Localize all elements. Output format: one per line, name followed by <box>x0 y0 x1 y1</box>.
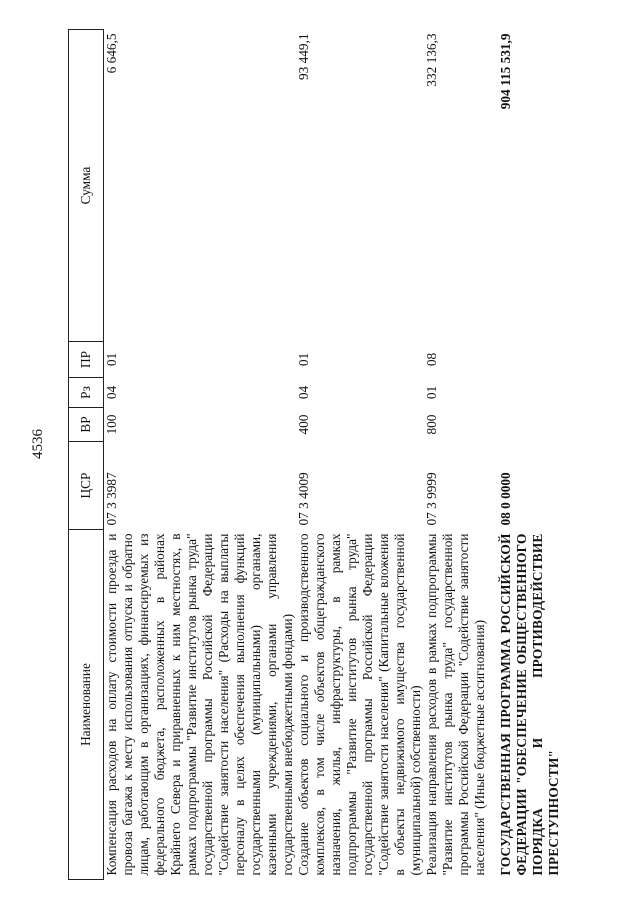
table-row <box>104 30 297 880</box>
program-row <box>488 30 562 880</box>
table-row <box>424 30 488 880</box>
document-sheet <box>68 30 638 880</box>
row-sum: 93 449,1 <box>296 33 311 81</box>
row-csr: 07 3 4009 <box>296 472 311 526</box>
row-name: Реализация направления расходов в рамках подпрограммы "Развитие институтов рынка труда" государственной программы Российской Федерации "Содействие занятости населения" (Иные бюджетные ассигнования) <box>424 533 487 876</box>
header-vr: ВР <box>69 408 104 442</box>
row-vr: 100 <box>104 414 119 435</box>
row-csr: 07 3 3987 <box>104 472 119 526</box>
page-number: 4536 <box>30 429 46 459</box>
header-name: Наименование <box>69 530 104 880</box>
row-rz: 01 <box>424 385 439 400</box>
row-rz: 04 <box>104 385 119 400</box>
table-row <box>296 30 424 880</box>
budget-table <box>68 29 562 880</box>
header-sum: Сумма <box>69 30 104 342</box>
header-rz: Рз <box>69 378 104 408</box>
row-csr: 07 3 9999 <box>424 472 439 526</box>
row-sum: 6 646,5 <box>104 33 119 74</box>
row-vr: 800 <box>424 414 439 435</box>
row-pr: 08 <box>424 352 439 367</box>
program-pr <box>488 342 562 378</box>
header-pr: ПР <box>69 342 104 378</box>
program-sum: 904 115 531,9 <box>498 33 513 110</box>
program-name: ГОСУДАРСТВЕННАЯ ПРОГРАММА РОССИЙСКОЙ ФЕДЕРАЦИИ "ОБЕСПЕЧЕНИЕ ОБЩЕСТВЕННОГО ПОРЯДКА И ПРОТИВОДЕЙСТВИЕ ПРЕСТУПНОСТИ" <box>498 533 561 876</box>
header-csr: ЦСР <box>69 442 104 530</box>
table-header-row <box>69 30 104 880</box>
row-name: Компенсация расходов на оплату стоимости проезда и провоза багажа к месту использования отпуска и обратно лицам, работающим в организациях, финансируемых из федерального бюджета, расположенных в районах Крайнего Севера и приравненных к ним местностях, в рамках подпрограммы "Развитие институтов рынка труда" государственной программы Российской Федерации "Содействие занятости населения" (Расходы на выплаты персоналу в целях обеспечения выполнения функций государственными (муниципальными) органами, казенными учреждениями, органами управления государственными внебюджетными фондами) <box>104 533 295 876</box>
row-pr: 01 <box>296 352 311 367</box>
program-csr: 08 0 0000 <box>498 472 513 526</box>
row-pr: 01 <box>104 352 119 367</box>
row-sum: 332 136,3 <box>424 33 439 87</box>
program-rz <box>488 378 562 408</box>
row-name: Создание объектов социального и производственного комплексов, в том числе объектов общегражданского назначения, жилья, инфраструктуры, в рамках подпрограммы "Развитие институтов рынка труда" государственной программы Российской Федерации "Содействие занятости населения" (Капитальные вложения в объекты недвижимого имущества государственной (муниципальной) собственности) <box>296 533 423 876</box>
program-vr <box>488 408 562 442</box>
row-vr: 400 <box>296 414 311 435</box>
row-rz: 04 <box>296 385 311 400</box>
